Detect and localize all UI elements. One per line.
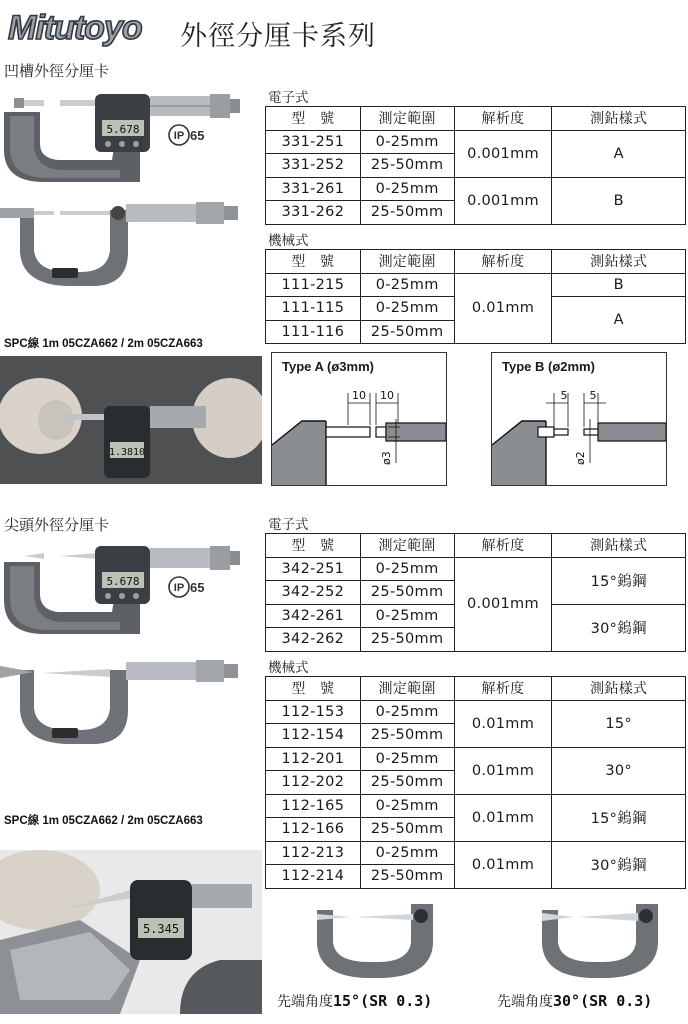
style-cell: A	[552, 297, 686, 344]
model-cell: 112-166	[266, 818, 361, 842]
range-cell: 25-50mm	[360, 581, 454, 605]
col-range: 測定範圍	[360, 534, 454, 558]
col-model: 型 號	[266, 534, 361, 558]
type-a-diagram	[271, 352, 447, 486]
range-cell: 0-25mm	[360, 130, 454, 154]
style-cell: 15°鎢鋼	[552, 794, 686, 841]
table-row	[266, 747, 686, 771]
range-cell: 0-25mm	[360, 794, 454, 818]
type-a-diameter: ø3	[380, 451, 393, 465]
col-style: 測鉆樣式	[552, 677, 686, 701]
model-cell: 112-153	[266, 700, 361, 724]
model-cell: 342-252	[266, 581, 361, 605]
style-cell: B	[552, 177, 686, 224]
tip-15deg-micrometer-image	[293, 896, 443, 986]
caption-30deg	[497, 991, 652, 1011]
mitutoyo-logo	[6, 6, 166, 48]
col-resolution: 解析度	[454, 250, 552, 274]
digital-point-micrometer-image	[0, 534, 262, 644]
model-cell: 111-215	[266, 273, 361, 297]
range-cell: 25-50mm	[360, 201, 454, 225]
type-b-dim1: 5	[560, 389, 568, 402]
col-model: 型 號	[266, 107, 361, 131]
section1-title: 凹槽外徑分厘卡	[4, 62, 110, 80]
table-row	[266, 273, 686, 297]
range-cell: 0-25mm	[360, 747, 454, 771]
mechanical-point-micrometer-image	[0, 650, 262, 760]
table-row	[266, 130, 686, 154]
table-row	[266, 841, 686, 865]
resolution-cell: 0.01mm	[454, 794, 552, 841]
style-cell: 30°鎢鋼	[552, 841, 686, 888]
caption-30deg-value: 30°(SR 0.3)	[553, 992, 653, 1010]
model-cell: 111-115	[266, 297, 361, 321]
style-cell: A	[552, 130, 686, 177]
type-b-diameter: ø2	[574, 451, 587, 465]
caption-15deg-value: 15°(SR 0.3)	[333, 992, 433, 1010]
lcd-readout-1: 5.678	[106, 123, 140, 136]
col-style: 測鉆樣式	[552, 534, 686, 558]
style-cell: 15°鎢鋼	[552, 557, 686, 604]
svg-text:IP: IP	[173, 582, 185, 594]
col-model: 型 號	[266, 677, 361, 701]
ip65-badge-number: 65	[190, 128, 205, 143]
model-cell: 342-261	[266, 604, 361, 628]
col-resolution: 解析度	[454, 677, 552, 701]
style-cell: 15°	[552, 700, 686, 747]
model-cell: 111-116	[266, 320, 361, 344]
model-cell: 112-165	[266, 794, 361, 818]
col-style: 測鉆樣式	[552, 107, 686, 131]
resolution-cell: 0.001mm	[454, 130, 552, 177]
page-title: 外徑分厘卡系列	[180, 21, 376, 52]
col-resolution: 解析度	[454, 107, 552, 131]
model-cell: 331-251	[266, 130, 361, 154]
type-b-dim2: 5	[589, 389, 597, 402]
section1-mechanical-table	[265, 249, 686, 344]
section2-mechanical-table	[265, 676, 686, 889]
model-cell: 112-213	[266, 841, 361, 865]
range-cell: 25-50mm	[360, 865, 454, 889]
section2-mechanical-label: 機械式	[268, 660, 309, 676]
resolution-cell: 0.001mm	[454, 177, 552, 224]
table-header-row	[266, 250, 686, 274]
section1-electronic-label: 電子式	[268, 90, 309, 106]
col-style: 測鉆樣式	[552, 250, 686, 274]
col-range: 測定範圍	[360, 250, 454, 274]
col-range: 測定範圍	[360, 107, 454, 131]
table-row	[266, 557, 686, 581]
type-a-dim1: 10	[352, 389, 366, 402]
digital-groove-micrometer-image	[0, 82, 262, 192]
model-cell: 342-262	[266, 628, 361, 652]
section1-mechanical-label: 機械式	[268, 233, 309, 249]
range-cell: 0-25mm	[360, 297, 454, 321]
section2-spc-cable: SPC線 1m 05CZA662 / 2m 05CZA663	[4, 815, 203, 827]
photo-lcd-readout-1: 1.3810	[108, 447, 146, 458]
photo-lcd-readout-2: 5.345	[142, 922, 180, 936]
range-cell: 0-25mm	[360, 604, 454, 628]
type-b-diagram	[491, 352, 667, 486]
range-cell: 0-25mm	[360, 177, 454, 201]
svg-text:IP: IP	[173, 130, 185, 142]
caption-15deg-prefix: 先端角度	[277, 994, 333, 1010]
model-cell: 112-214	[266, 865, 361, 889]
range-cell: 25-50mm	[360, 320, 454, 344]
style-cell: 30°鎢鋼	[552, 604, 686, 651]
resolution-cell: 0.01mm	[454, 841, 552, 888]
table-header-row	[266, 677, 686, 701]
section2-electronic-label: 電子式	[268, 517, 309, 533]
resolution-cell: 0.01mm	[454, 273, 552, 344]
range-cell: 25-50mm	[360, 724, 454, 748]
section1-electronic-table	[265, 106, 686, 225]
model-cell: 112-202	[266, 771, 361, 795]
model-cell: 331-252	[266, 154, 361, 178]
ip65-badge	[168, 122, 208, 148]
model-cell: 342-251	[266, 557, 361, 581]
range-cell: 0-25mm	[360, 841, 454, 865]
col-model: 型 號	[266, 250, 361, 274]
section2-electronic-table	[265, 533, 686, 652]
type-a-dim2: 10	[380, 389, 394, 402]
table-header-row	[266, 534, 686, 558]
model-cell: 112-201	[266, 747, 361, 771]
table-header-row	[266, 107, 686, 131]
tip-30deg-micrometer-image	[518, 896, 668, 986]
section2-title: 尖頭外徑分厘卡	[4, 516, 110, 534]
range-cell: 0-25mm	[360, 557, 454, 581]
range-cell: 25-50mm	[360, 818, 454, 842]
groove-micrometer-photo	[0, 356, 262, 484]
range-cell: 25-50mm	[360, 771, 454, 795]
section1-spc-cable: SPC線 1m 05CZA662 / 2m 05CZA663	[4, 338, 203, 350]
caption-15deg	[277, 991, 432, 1011]
style-cell: B	[552, 273, 686, 297]
brand-logo-text: Mitutoyo	[8, 9, 142, 47]
ip65-badge-2-number: 65	[190, 580, 205, 595]
table-row	[266, 794, 686, 818]
caption-30deg-prefix: 先端角度	[497, 994, 553, 1010]
col-range: 測定範圍	[360, 677, 454, 701]
range-cell: 0-25mm	[360, 700, 454, 724]
range-cell: 25-50mm	[360, 628, 454, 652]
model-cell: 331-261	[266, 177, 361, 201]
mechanical-groove-micrometer-image	[0, 192, 262, 302]
type-a-title: Type A (ø3mm)	[282, 359, 374, 374]
model-cell: 112-154	[266, 724, 361, 748]
point-micrometer-photo	[0, 850, 262, 1014]
resolution-cell: 0.001mm	[454, 557, 552, 651]
resolution-cell: 0.01mm	[454, 700, 552, 747]
lcd-readout-2: 5.678	[106, 575, 140, 588]
col-resolution: 解析度	[454, 534, 552, 558]
style-cell: 30°	[552, 747, 686, 794]
range-cell: 25-50mm	[360, 154, 454, 178]
ip65-badge-2	[168, 574, 208, 600]
table-row	[266, 177, 686, 201]
model-cell: 331-262	[266, 201, 361, 225]
range-cell: 0-25mm	[360, 273, 454, 297]
resolution-cell: 0.01mm	[454, 747, 552, 794]
table-row	[266, 700, 686, 724]
type-b-title: Type B (ø2mm)	[502, 359, 595, 374]
